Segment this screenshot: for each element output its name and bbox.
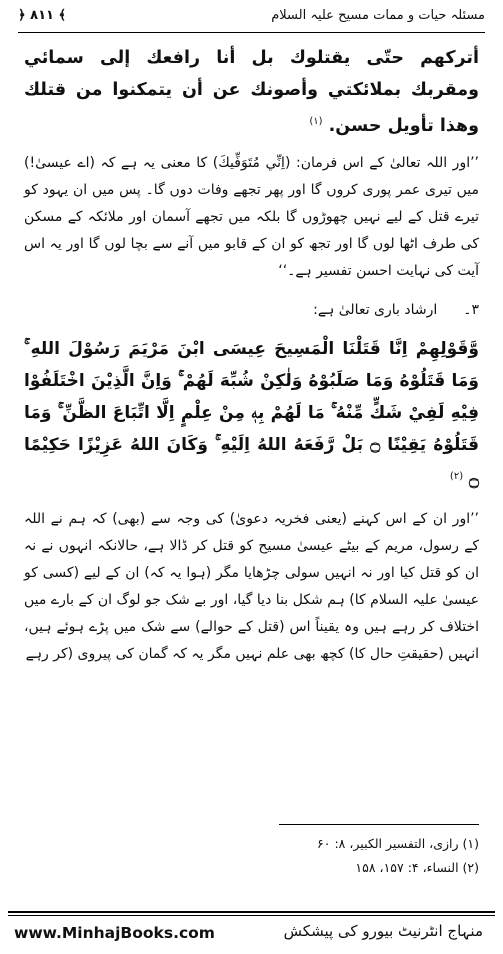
running-title: مسئلہ حیات و ممات مسیح علیہ السلام — [271, 8, 485, 23]
footnote-ref-1: (۱) — [309, 116, 323, 127]
footnote-ref-2: (۲) — [449, 470, 464, 482]
footnote-1: (۱) رازی، التفسیر الکبیر، ۸: ۶۰ — [317, 836, 479, 851]
footnote-2: (۲) النساء، ۴: ۱۵۷، ۱۵۸ — [355, 860, 479, 875]
point-number: ۳۔ — [463, 301, 479, 318]
arabic-quote — [24, 42, 479, 142]
point-text: ارشاد باری تعالیٰ ہے: — [313, 301, 438, 318]
header-rule — [18, 32, 485, 33]
urdu-translation-2: ’’اور ان کے اس کہنے (یعنی فخریہ دعویٰ) کی وجہ سے (بھی) کہ ہم نے اللہ کے رسول، مریم کے بیٹے عیسیٰ مسیح کو قتل کر ڈالا ہے، حالانکہ انہوں نے نہ ان کو قتل کیا اور نہ انہیں سولی چڑھایا مگر (ہوا یہ کہ) ان کے لیے (کسی کو عیسیٰ علیہ السلام کا) ہم شکل بنا دیا گیا، اور بے شک جو لوگ ان کے بارے میں اختلاف کر رہے ہیں وہ یقیناً اس (قتل کے حوالے) سے شک میں پڑے ہوئے ہیں، انہیں (حقیقتِ حال کا) کچھ بھی علم نہیں مگر یہ کہ گمان کی پیروی (کر رہے — [24, 511, 479, 663]
footer-url-link[interactable]: www.MinhajBooks.com — [14, 924, 215, 942]
urdu-translation: ’’اور اللہ تعالیٰ کے اس فرمان: (اِنِّي مُتَوَفِّيكَ) کا معنی یہ ہے کہ (اے عیسیٰ!) میں تیری عمر پوری کروں گا اور پھر تجھے وفات دوں گا۔ پس میں ان یہود کو تیرے قتل کے لیے نہیں چھوڑوں گا بلکہ میں تجھے آسمان اور ملائکہ کے مسکن کی طرف اٹھا لوں گا اور تجھ کو ان کے قابو میں آنے سے بچا لوں گا اور یہ اس آیت کی نہایت احسن تفسیر ہے۔‘‘ — [24, 154, 479, 279]
footnote-rule — [279, 824, 479, 825]
arabic-quote-text: أتركهم حتّى يقتلوك بل أنا رافعك إلى سمائي ومقربك بملائكتي وأصونك عن أن يتمكنوا من قتلك وهذا تأويل حسن. — [24, 48, 479, 136]
footer-rule — [8, 911, 495, 916]
page-header — [18, 6, 485, 30]
point-3 — [24, 297, 479, 323]
footer-publisher: منہاج انٹرنیٹ بیورو کی پیشکش — [283, 922, 483, 940]
page-number: ﴿ ۸۱۱ ﴾ — [18, 8, 67, 23]
quran-verse-text: وَّقَوْلِهِمْ اِنَّا قَتَلْنَا الْمَسِيحَ عِيسَى ابْنَ مَرْيَمَ رَسُوْلَ اللهِ ۚ وَمَا قَتَلُوْهُ وَمَا صَلَبُوْهُ وَلٰكِنْ شُبِّهَ لَهُمْ ۚ وَاِنَّ الَّذِيْنَ اخْتَلَفُوْا فِيْهِ لَفِيْ شَكٍّ مِّنْهُ ۚ مَا لَهُمْ بِهٖ مِنْ عِلْمٍ اِلَّا اتِّبَاعَ الظَّنِّ ۚ وَمَا قَتَلُوْهُ يَقِيْنًا ۝ بَلْ رَّفَعَهُ اللهُ اِلَيْهِ ۚ وَكَانَ اللهُ عَزِيْزًا حَكِيْمًا ۝ — [24, 338, 479, 491]
footnotes — [179, 832, 479, 880]
page-body — [24, 42, 479, 668]
quran-verse — [24, 333, 479, 497]
